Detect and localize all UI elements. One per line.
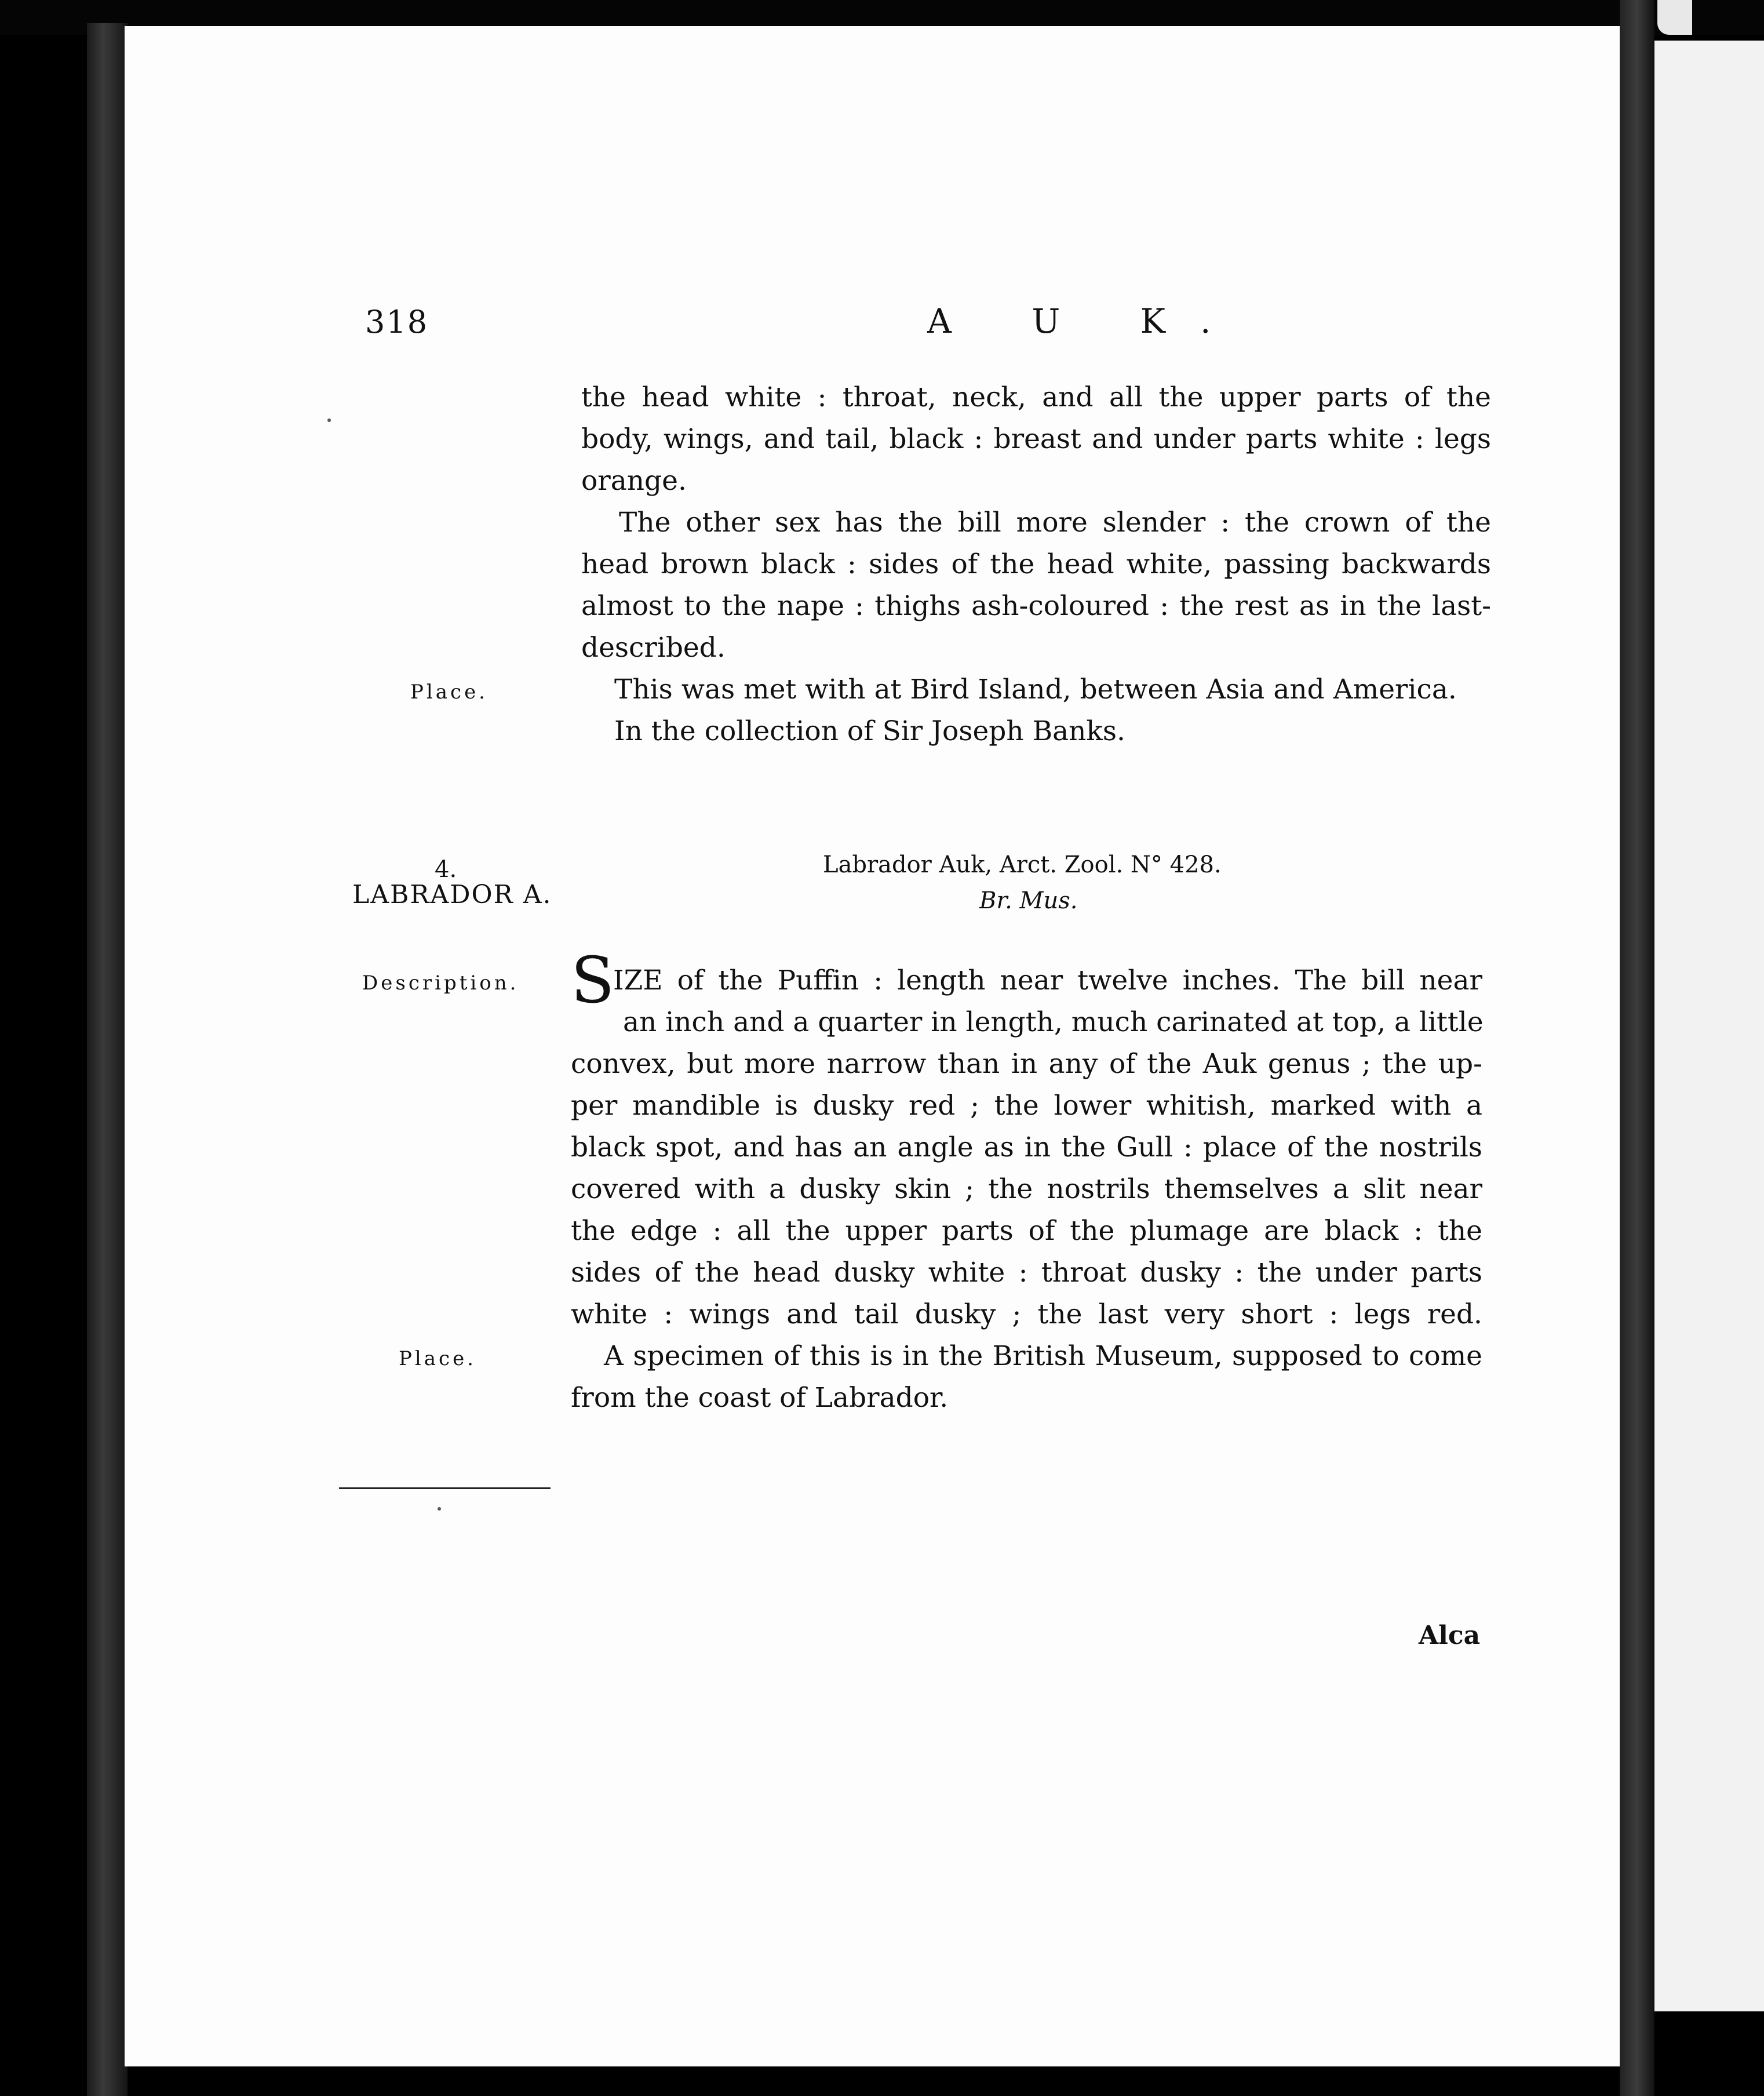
margin-label-place: Place. (399, 1347, 476, 1370)
place-line: In the collection of Sir Joseph Banks. (614, 715, 1125, 747)
description-line: per mandible is dusky red ; the lower whitish, marked with a (571, 1090, 1482, 1122)
species-number: 4. (435, 856, 457, 883)
description-line: white : wings and tail dusky ; the last very short : legs red. (571, 1298, 1482, 1330)
page-gutter-shadow (1620, 0, 1654, 2096)
description-line: covered with a dusky skin ; the nostrils themselves a slit near (571, 1173, 1482, 1205)
body-line: described. (581, 632, 726, 664)
body-line: almost to the nape : thighs ash-coloured : the rest as in the last- (581, 590, 1491, 622)
print-speck (438, 1507, 441, 1511)
description-line: sides of the head dusky white : throat dusky : the under parts (571, 1257, 1482, 1289)
body-line: head brown black : sides of the head white, passing backwards (581, 548, 1491, 580)
description-line: IZE of the Puffin : length near twelve inches. The bill near (613, 965, 1482, 996)
margin-label-place: Place. (410, 681, 488, 704)
body-line: The other sex has the bill more slender : the crown of the (619, 507, 1491, 538)
place-line: A specimen of this is in the British Museum, supposed to come (604, 1340, 1482, 1372)
place-line: from the coast of Labrador. (571, 1382, 949, 1414)
page-number: 318 (365, 304, 429, 340)
species-reference-sub: Br. Mus. (979, 887, 1078, 914)
body-line: body, wings, and tail, black : breast and under parts white : legs (581, 423, 1491, 455)
drop-cap: S (571, 943, 615, 1017)
section-end-rule (339, 1487, 551, 1489)
description-line: an inch and a quarter in length, much carinated at top, a little (623, 1006, 1484, 1038)
facing-page-edge (1654, 41, 1764, 2011)
description-line: black spot, and has an angle as in the Gull : place of the nostrils (571, 1131, 1482, 1163)
facing-page-corner (1657, 0, 1692, 35)
body-line: orange. (581, 465, 687, 497)
species-reference: Labrador Auk, Arct. Zool. N° 428. (823, 852, 1222, 878)
species-name: LABRADOR A. (352, 880, 552, 909)
description-line: the edge : all the upper parts of the plumage are black : the (571, 1215, 1482, 1247)
running-head: A U K. (927, 301, 1246, 341)
print-speck (327, 419, 331, 422)
place-line: This was met with at Bird Island, between Asia and America. (614, 674, 1457, 705)
body-line: the head white : throat, neck, and all the upper parts of the (581, 381, 1491, 413)
margin-label-description: Description. (362, 971, 519, 995)
description-line: convex, but more narrow than in any of the Auk genus ; the up- (571, 1048, 1482, 1080)
catchword: Alca (1419, 1621, 1481, 1650)
book-binding-edge (87, 23, 127, 2096)
